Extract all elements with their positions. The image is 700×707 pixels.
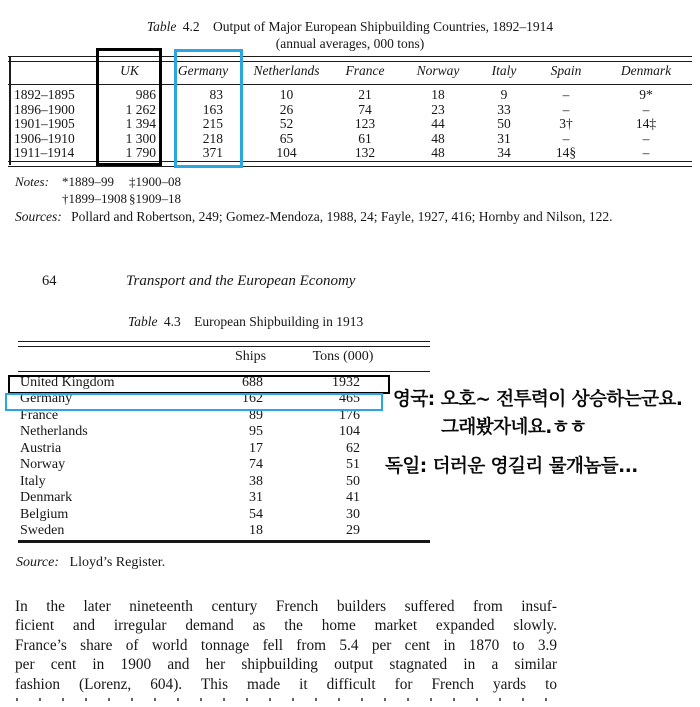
germany-column-highlight-box	[174, 49, 243, 168]
t42-col-netherlands: Netherlands	[253, 63, 320, 78]
t42-cell: –	[642, 145, 650, 160]
t43-cell: Netherlands	[20, 424, 88, 440]
table43	[18, 341, 430, 545]
paragraph-line: ficient and irregular demand as the home market expanded slowly.	[15, 617, 557, 635]
t43-cell: Germany	[20, 391, 73, 407]
t42-cell: 1 262	[125, 101, 156, 117]
korean-annotation-uk-line1: 영국: 오호~ 전투력이 상승하는군요.	[393, 389, 683, 410]
table43-source-line	[16, 555, 165, 571]
body-paragraph	[15, 597, 557, 694]
t42-cell: 1906–1910	[14, 130, 75, 146]
t43-cell: 54	[249, 506, 263, 522]
table42-caption-subtitle: (annual averages, 000 tons)	[275, 36, 425, 51]
t43-col-blank	[18, 349, 208, 369]
korean-annotation-germany: 독일: 더러운 영길리 물개놈들...	[385, 456, 638, 477]
t42-cell: 23	[431, 101, 445, 117]
table42-caption-label: Table	[146, 19, 177, 34]
note-item: ‡1900–08	[129, 174, 181, 189]
t43-cell: Austria	[20, 440, 62, 456]
t42-cell: 215	[202, 116, 223, 131]
t42-cell: 1901–1905	[14, 116, 75, 131]
t42-cell: –	[562, 87, 570, 102]
clipped-text-line	[16, 698, 554, 701]
t42-col-uk: UK	[120, 63, 139, 78]
t42-cell: 986	[135, 87, 156, 102]
t42-col-italy: Italy	[491, 63, 517, 78]
paragraph-line: per cent in 1900 and her shipbuilding output stagnated in a similar	[15, 656, 557, 674]
t42-cell: 9*	[639, 87, 653, 102]
paragraph-line: France’s share of world tonnage fell from 5.4 per cent in 1870 to 3.9	[15, 636, 557, 654]
t43-cell: United Kingdom	[20, 375, 115, 390]
t42-col-spain: Spain	[550, 63, 582, 78]
table43-caption-number: 4.3	[163, 314, 181, 329]
t43-cell: 176	[339, 407, 360, 423]
note-item: †1899–1908	[62, 191, 127, 206]
table43-source-text: Lloyd’s Register.	[69, 555, 166, 570]
paragraph-line: In the later nineteenth century French builders suffered from insuf-	[15, 598, 557, 615]
t43-cell: 18	[249, 523, 263, 539]
t42-cell: 163	[202, 101, 223, 117]
table43-caption-title: European Shipbuilding in 1913	[194, 314, 364, 329]
t42-col-france: France	[345, 63, 385, 78]
table43-top-rule	[18, 341, 430, 347]
t42-cell: 3†	[559, 116, 573, 131]
t42-cell: 1911–1914	[14, 145, 75, 160]
t43-cell: 162	[242, 391, 263, 407]
t43-cell: 74	[249, 457, 263, 473]
t42-col-denmark: Denmark	[620, 63, 672, 78]
sources-text: Pollard and Robertson, 249; Gomez-Mendoza, 1988, 24; Fayle, 1927, 416; Hornby and Nilson, 122.	[71, 209, 613, 224]
t42-cell: 10	[279, 87, 294, 102]
running-title: Transport and the European Economy	[126, 273, 356, 289]
t43-cell: Sweden	[20, 523, 65, 539]
t42-cell: 132	[354, 145, 376, 160]
note-item: *1889–99	[62, 174, 114, 189]
t43-cell: 38	[249, 473, 263, 489]
t42-cell: 50	[497, 116, 511, 131]
table43-header-rule	[18, 371, 430, 372]
uk-row-highlight-box	[8, 375, 390, 394]
t42-cell: –	[642, 101, 650, 117]
t42-cell: 14§	[555, 145, 577, 160]
t42-cell: 123	[354, 116, 376, 131]
t43-cell: 29	[346, 523, 360, 539]
t43-cell: Norway	[20, 457, 66, 473]
sources-label: Sources:	[15, 209, 62, 224]
t42-cell: 44	[431, 116, 445, 131]
germany-row-highlight-box	[5, 393, 383, 411]
t42-cell: 1896–1900	[14, 101, 75, 117]
table43-caption-label: Table	[128, 314, 158, 329]
t43-cell: Italy	[20, 473, 46, 489]
t42-cell: 14‡	[635, 116, 657, 131]
page-number: 64	[42, 273, 57, 289]
t42-cell: 48	[431, 130, 445, 146]
t42-cell: 104	[276, 145, 297, 160]
t42-col-norway: Norway	[416, 63, 460, 78]
t42-cell: –	[562, 130, 570, 146]
table42-caption-title: Output of Major European Shipbuilding Countries, 1892–1914	[213, 19, 554, 34]
table43-header-row	[18, 349, 430, 369]
t43-cell: 51	[346, 457, 360, 473]
t43-cell: France	[20, 407, 59, 423]
t43-cell: 104	[339, 424, 360, 440]
t43-cell: 31	[249, 490, 263, 506]
t42-col-blank	[8, 63, 96, 83]
t42-cell: 1 790	[125, 145, 156, 160]
sources-line	[15, 209, 613, 225]
t43-cell: 50	[346, 473, 360, 489]
t42-cell: 21	[358, 87, 372, 102]
t42-cell: 48	[431, 145, 445, 160]
t43-cell: 95	[249, 424, 263, 440]
t43-col-tons: Tons (000)	[312, 349, 374, 364]
t42-cell: 26	[279, 101, 294, 117]
note-item: §1909–18	[129, 191, 181, 206]
t42-cell: 18	[431, 87, 445, 102]
t42-cell: –	[562, 101, 570, 117]
t43-cell: 688	[242, 375, 263, 390]
table43-source-label: Source:	[16, 555, 60, 570]
t43-cell: 465	[339, 391, 360, 407]
t42-cell: 371	[202, 145, 223, 160]
korean-annotation-uk-line2: 그래봤자네요.ㅎㅎ	[441, 417, 587, 438]
notes-label: Notes:	[15, 174, 49, 189]
table43-caption	[128, 314, 363, 330]
t42-cell: 74	[358, 101, 372, 117]
t42-cell: 61	[358, 130, 372, 146]
t42-cell: 52	[279, 116, 294, 131]
t42-cell: 65	[279, 130, 294, 146]
t43-cell: 30	[346, 506, 360, 522]
table43-bottom-rule	[18, 540, 430, 543]
t42-col-germany: Germany	[177, 63, 229, 78]
t42-cell: 1 394	[125, 116, 156, 131]
table42-caption	[0, 19, 700, 35]
t43-cell: 62	[346, 440, 360, 456]
t43-cell: Denmark	[20, 490, 73, 506]
t43-cell: 89	[249, 407, 263, 423]
t43-cell: 1932	[332, 375, 360, 390]
t42-cell: 1892–1895	[14, 87, 75, 102]
t42-cell: 31	[497, 130, 511, 146]
t42-cell: 83	[209, 87, 223, 102]
table42-caption-number: 4.2	[182, 19, 200, 34]
t42-cell: 9	[500, 87, 508, 102]
paragraph-line: fashion (Lorenz, 604). This made it difficult for French yards to	[15, 675, 557, 693]
t43-cell: Belgium	[20, 506, 69, 522]
t42-cell: 1 300	[125, 130, 156, 146]
t43-cell: 17	[249, 440, 263, 456]
t43-col-ships: Ships	[234, 349, 267, 364]
uk-column-highlight-box	[96, 48, 162, 166]
t42-cell: 218	[202, 130, 223, 146]
t42-cell: –	[642, 130, 650, 146]
t42-cell: 34	[497, 145, 511, 160]
t42-cell: 33	[497, 101, 511, 117]
t43-cell: 41	[346, 490, 360, 506]
